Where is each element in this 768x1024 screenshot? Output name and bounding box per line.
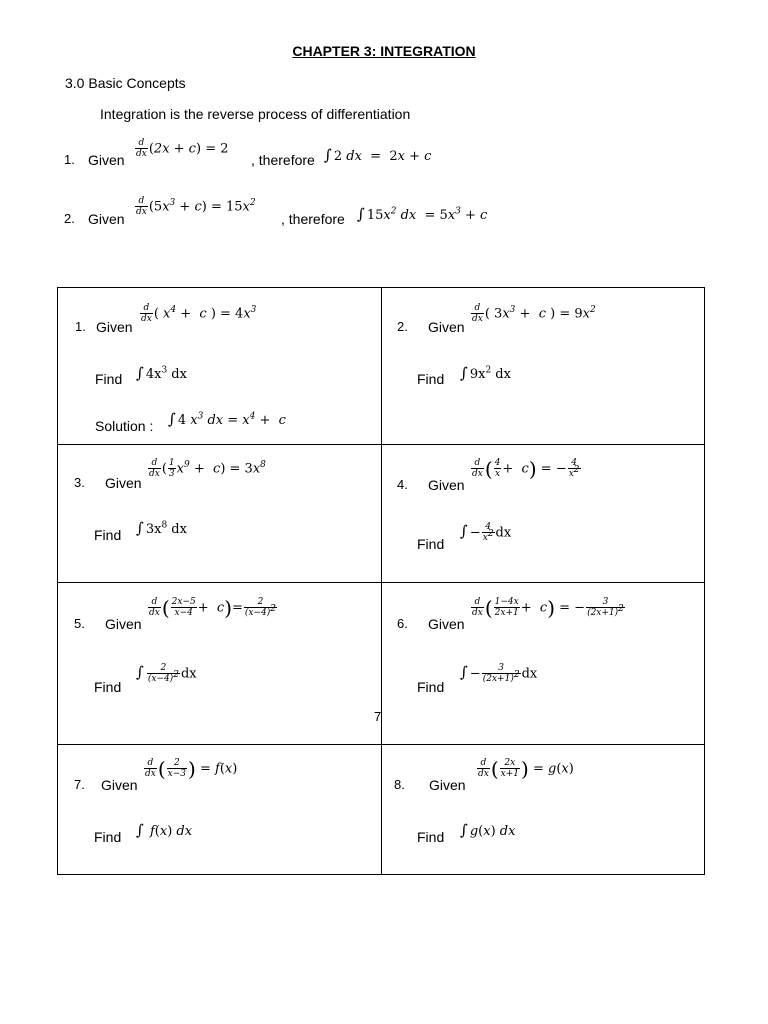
example-1-given: Given — [88, 152, 125, 168]
table-column-divider — [381, 288, 382, 874]
problem-6-given: Given — [428, 616, 465, 632]
problem-8-number: 8. — [394, 777, 405, 792]
problem-1-number: 1. — [75, 319, 86, 334]
problem-1-solution-label: Solution : — [95, 418, 154, 434]
problem-8-integral: ∫ g(x) dx — [460, 821, 516, 839]
table-row-divider — [58, 444, 704, 445]
problem-5-derivative: $\frac{d}{dx}$ ( $\frac{2x-5}{x-4}$ + c)= $\frac{2}{(x-4)2}$ — [149, 595, 277, 620]
problem-1-solution: ∫ 4 $x^3$ dx = $x^4 + c$ — [168, 410, 286, 428]
problem-2-derivative: $\frac{d}{dx}$ ( $3x^3 + c$ ) = $9x^2$ — [472, 303, 596, 325]
example-1-derivative: $\frac{d}{dx}$ (2x + c) = 2 — [136, 138, 229, 160]
intro-text: Integration is the reverse process of differentiation — [100, 106, 411, 122]
problem-7-given: Given — [101, 777, 138, 793]
problem-4-given: Given — [428, 477, 465, 493]
problem-7-integral: ∫ f(x) dx — [136, 821, 193, 839]
table-row-divider — [58, 582, 704, 583]
problem-6-derivative: $\frac{d}{dx}$ ( $\frac{1-4x}{2x+1}$ + c) = − $\frac{3}{(2x+1)2}$ — [472, 595, 624, 620]
example-2-therefore: , therefore — [281, 211, 345, 227]
problem-5-integral: ∫ $\frac{2}{(x-4)2}$ dx — [136, 663, 197, 685]
problem-6-number: 6. — [397, 616, 408, 631]
page-number: 7 — [374, 709, 382, 724]
example-2-integral: ∫ $15x^2$ dx = $5x^3 + c$ — [357, 205, 488, 223]
problem-6-integral: ∫ − $\frac{3}{(2x+1)2}$ dx — [460, 663, 538, 685]
problem-2-integral: ∫ $9x^2$ dx — [460, 364, 511, 382]
problem-8-find: Find — [417, 829, 445, 845]
example-2-number: 2. — [64, 211, 75, 226]
problem-3-number: 3. — [74, 475, 85, 490]
problem-2-find: Find — [417, 371, 445, 387]
problem-2-given: Given — [428, 319, 465, 335]
problem-5-find: Find — [94, 679, 122, 695]
section-heading: 3.0 Basic Concepts — [65, 75, 186, 91]
example-2-derivative: $\frac{d}{dx}$ $(5x^3 + c) = 15x^2$ — [136, 196, 256, 218]
problem-7-number: 7. — [74, 777, 85, 792]
example-1-number: 1. — [64, 152, 75, 167]
table-row-divider — [58, 744, 704, 745]
chapter-title: CHAPTER 3: INTEGRATION — [292, 43, 476, 59]
example-1-integral: ∫ 2 dx = 2x + c — [324, 146, 432, 164]
problem-4-derivative: $\frac{d}{dx}$ ( $\frac{4}{x}$ + c) = − $\frac{4}{x2}$ — [472, 456, 580, 481]
problem-4-number: 4. — [397, 477, 408, 492]
problem-8-derivative: $\frac{d}{dx}$ ( $\frac{2x}{x+1}$ ) = g(x) — [478, 756, 574, 781]
problem-7-find: Find — [94, 829, 122, 845]
problem-1-find: Find — [95, 371, 123, 387]
problem-1-integral: ∫ $4x^3$ dx — [136, 364, 187, 382]
problem-3-derivative: $\frac{d}{dx}$ ( $\frac{1}{3}$ $x^9 + c) = 3x^8$ — [149, 458, 266, 480]
problem-4-integral: ∫ − $\frac{4}{x2}$ dx — [460, 522, 512, 544]
problem-4-find: Find — [417, 536, 445, 552]
problem-7-derivative: $\frac{d}{dx}$ ( $\frac{2}{x-3}$ ) = f(x) — [145, 756, 238, 781]
example-1-therefore: , therefore — [251, 152, 315, 168]
problem-3-integral: ∫ $3x^8$ dx — [136, 519, 187, 537]
problem-3-given: Given — [105, 475, 142, 491]
example-2-given: Given — [88, 211, 125, 227]
problem-3-find: Find — [94, 527, 122, 543]
problem-2-number: 2. — [397, 319, 408, 334]
problem-1-derivative: $\frac{d}{dx}$ ( $x^4 + c$ ) = $4x^3$ — [141, 303, 257, 325]
problem-5-number: 5. — [74, 616, 85, 631]
problem-6-find: Find — [417, 679, 445, 695]
problem-8-given: Given — [429, 777, 466, 793]
problem-5-given: Given — [105, 616, 142, 632]
problem-1-given: Given — [96, 319, 133, 335]
